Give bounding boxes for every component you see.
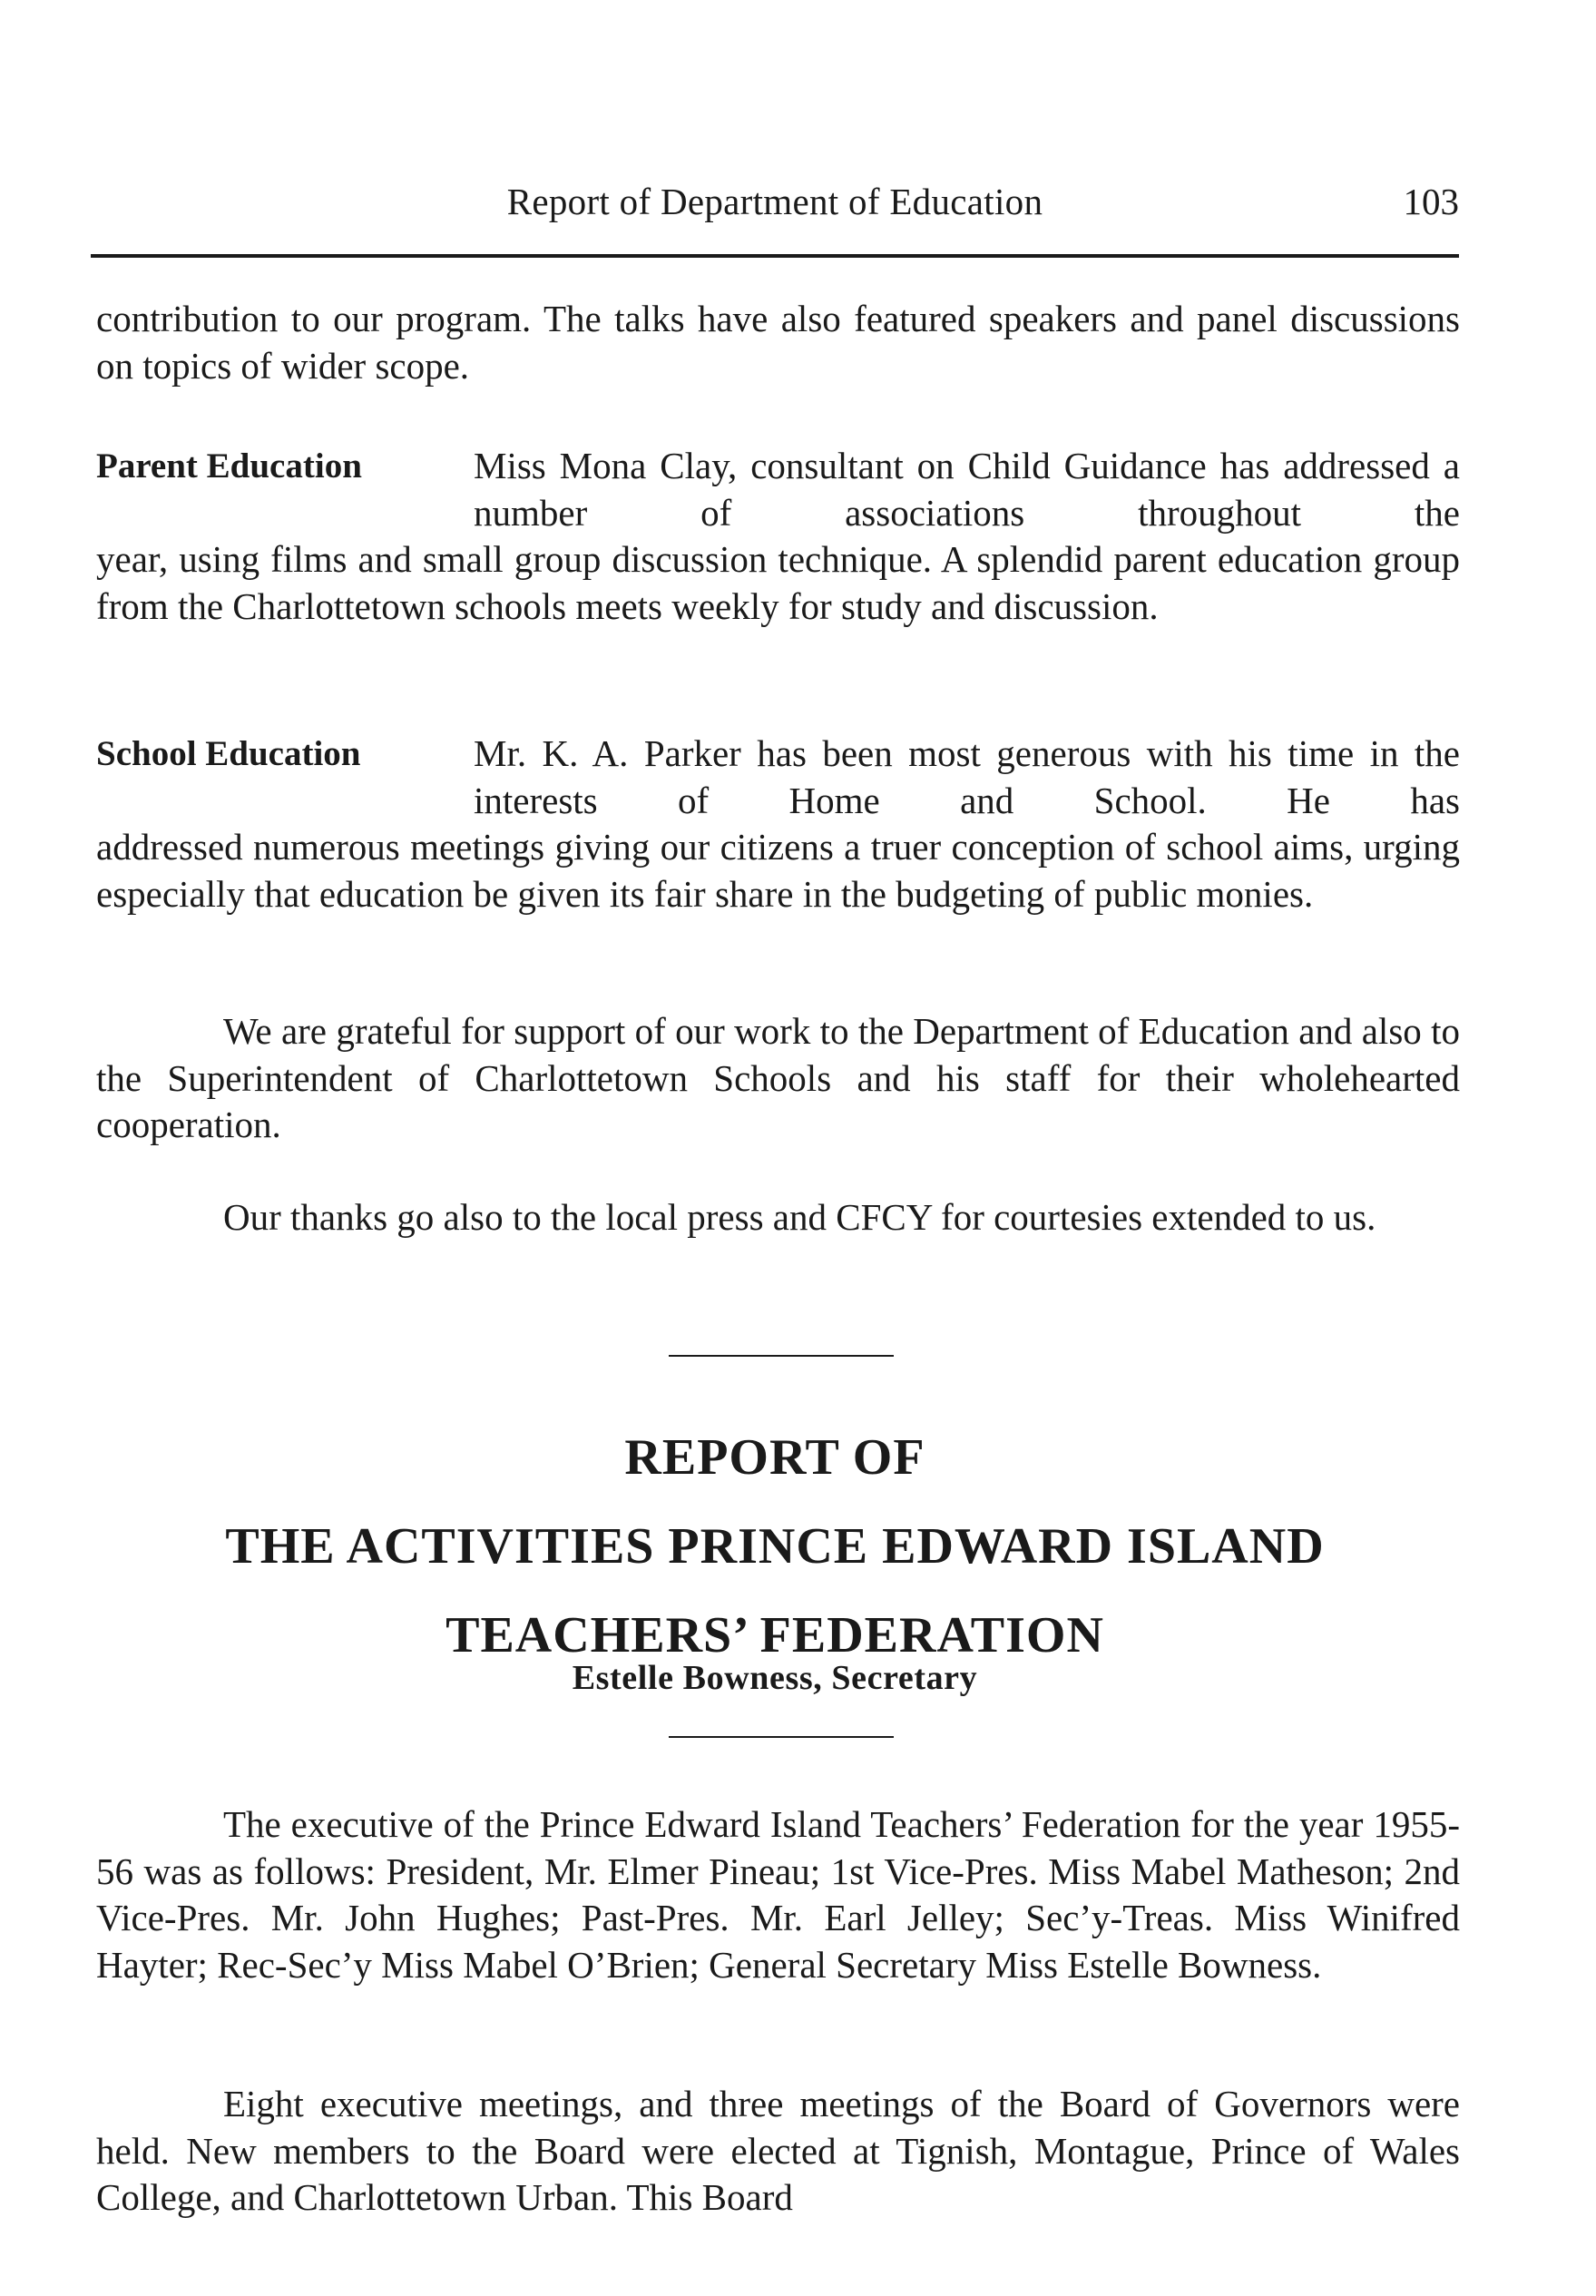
header-rule bbox=[91, 254, 1459, 258]
report-byline: Estelle Bowness, Secretary bbox=[572, 1659, 978, 1697]
parent-education-body: year, using films and small group discussion technique. A splendid parent education group from the Charlottetown schools meets weekly for study and discussion. bbox=[96, 538, 1460, 627]
running-head-title: Report of Department of Education bbox=[506, 181, 1043, 222]
report-title-line-3: TEACHERS’ FEDERATION bbox=[446, 1607, 1104, 1663]
gratitude-paragraph: We are grateful for support of our work to the Department of Education and also to the Superintendent of Charlottetown Schools and his staff for their wholehearted cooperation. bbox=[96, 1010, 1460, 1145]
parent-education-lead: Miss Mona Clay, consultant on Child Guidance has addressed a number of associations throughout the bbox=[474, 445, 1460, 534]
report-title-line-2: THE ACTIVITIES PRINCE EDWARD ISLAND bbox=[225, 1518, 1325, 1575]
parent-education-section bbox=[96, 443, 1460, 630]
executive-paragraph: The executive of the Prince Edward Island Teachers’ Federation for the year 1955-56 was as follows: President, Mr. Elmer Pineau; 1st Vice-Pres. Miss Mabel Matheson; 2nd Vice-Pres. Mr. John Hughes; Past-Pres. Mr. Earl Jelley; Sec’y-Treas. Miss Winifred Hayter; Rec-Sec’y Miss Mabel O’Brien; General Secretary Miss Estelle Bowness. bbox=[96, 1803, 1460, 1986]
parent-education-heading: Parent Education bbox=[96, 446, 362, 486]
school-education-body: addressed numerous meetings giving our citizens a truer conception of school aims, urging especially that education be given its fair share in the budgeting of public monies. bbox=[96, 826, 1460, 915]
school-education-section bbox=[96, 731, 1460, 917]
school-education-heading: School Education bbox=[96, 734, 361, 773]
section-divider-bottom bbox=[669, 1736, 894, 1738]
report-title-line-1: REPORT OF bbox=[624, 1429, 925, 1486]
meetings-paragraph: Eight executive meetings, and three meetings of the Board of Governors were held. New members to the Board were elected at Tignish, Montague, Prince of Wales College, and Charlottetown Urban. This Board bbox=[96, 2083, 1460, 2218]
continuation-paragraph: contribution to our program. The talks have also featured speakers and panel discussions on topics of wider scope. bbox=[96, 298, 1460, 387]
running-head bbox=[91, 180, 1459, 231]
thanks-paragraph: Our thanks go also to the local press and CFCY for courtesies extended to us. bbox=[223, 1196, 1376, 1238]
page-number: 103 bbox=[1403, 181, 1459, 222]
section-divider-top bbox=[669, 1355, 894, 1357]
school-education-lead: Mr. K. A. Parker has been most generous with his time in the interests of Home and School. He has bbox=[474, 732, 1460, 821]
